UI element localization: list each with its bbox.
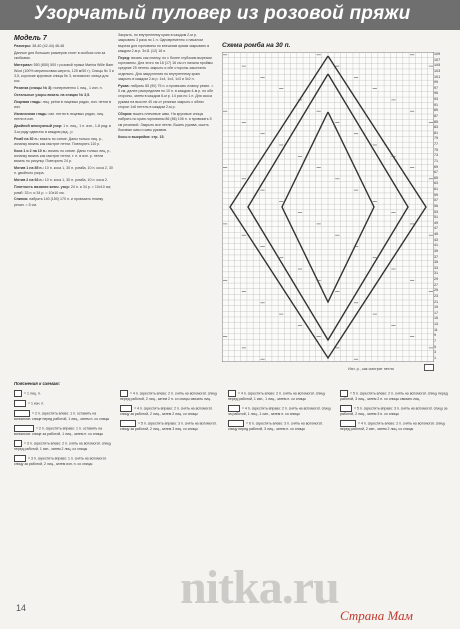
- col2-paragraph: Рукав: набрать 85 (90) 75 п. и провязать планку резин. = 5 см, далее распределив по 10 п. в каждом 4-м р. по обе стороны, затем в каждом 6-м р. 14 раз по 1 п. Для скоса рукава на высоте 40 см от резинки закрыть с обеих сторон 1x6 петель в каждом 2-м р.: [118, 83, 214, 110]
- page-number: 14: [16, 603, 27, 613]
- stitch-symbol-icon: [14, 425, 34, 432]
- chart-row-number: 81: [434, 130, 439, 135]
- model-paragraph: [14, 93, 114, 98]
- model-paragraph: Коса 1 и 2 на 10 п.: вязать по схеме. Даны только лиц. р., изнанку вязать как смотрят петли, т. е. в изн. р. петли вязать по рисунку. Повторить 24 р.: [14, 148, 112, 164]
- chart-row-number: 87: [434, 113, 439, 118]
- legend-item: = 4 п. скрестить влево: 2 п. снять на вспомогат. спицу перед работой, 2 лиц., затем 2 п. со спицы связать лиц.: [120, 391, 218, 401]
- model-heading: Мотив 2 на 66 п.:: [14, 178, 44, 183]
- stitch-symbol-icon: [228, 405, 240, 412]
- chart-row-number: 45: [434, 232, 439, 236]
- chart-row-number: 93: [434, 97, 439, 101]
- chart-row-number: 73: [434, 153, 439, 158]
- chart-row-number: 31: [434, 271, 439, 276]
- stitch-symbol-icon: [340, 420, 356, 427]
- chart-row-number: 103: [434, 68, 441, 73]
- chart-title: Схема ромба на 30 п.: [222, 42, 291, 49]
- page-title: Узорчатый пуловер из розовой пряжи: [34, 3, 411, 24]
- col2-heading: Сборка:: [118, 111, 133, 116]
- chart-row-number: 47: [434, 226, 439, 231]
- chart-row-number: 83: [434, 125, 439, 130]
- chart-row-number: 109: [434, 52, 441, 56]
- knitting-chart-grid: [222, 52, 434, 362]
- model-paragraph: Изнаночная гладь: изн. петли в лицевых рядах, лиц. петли в изн.: [14, 112, 104, 122]
- legend-item: = 5 п. скрестить вправо: 3 п. снять на вспомогат. спицу за работой, 2 лиц., затем 3 п. со спицы: [340, 406, 448, 416]
- stitch-symbol-icon: [120, 420, 136, 427]
- stitch-symbol-icon: [228, 390, 236, 397]
- chart-row-number: 99: [434, 80, 439, 85]
- chart-row-number: 51: [434, 215, 439, 220]
- legend-column-4: [340, 390, 450, 435]
- stitch-symbol-icon: [14, 410, 30, 417]
- model-paragraph: Лицевая гладь: лиц. petли в лицевых рядах, изн. петли в изн.: [14, 99, 111, 110]
- chart-row-number: 33: [434, 265, 439, 270]
- model-paragraph: Двойной жемчужный узор: 1 п. лиц., 1 п. изн., 1-й ряд: в 3-м ряду сдвигать в каждом ряд., р.: [14, 124, 111, 134]
- model-heading: Спинка:: [14, 197, 29, 202]
- chart-row-number: 91: [434, 102, 439, 107]
- col2-paragraph: Сборка: вшить плечевые швы. На круговые спицы набрать по краю горловины 86 (86) 106 п. и провязать 5 см резинкой. Закрыть все петли. Вшить рукава, сшить боковые швы и швы рукавов.: [118, 111, 212, 132]
- chart-row-number: 97: [434, 85, 439, 90]
- model-heading: Ромб на 30 п.:: [14, 136, 39, 141]
- model-paragraph: Резинка (спицы № 3): попеременно 1 лиц., 1 изн. п.: [14, 86, 103, 91]
- model-heading: Лицевая гладь:: [14, 99, 42, 104]
- chart-row-number: 75: [434, 147, 439, 152]
- model-heading: Мотив 1 на 85 п.:: [14, 166, 44, 171]
- legend-item: = 3 п. скрестить вправо: 1 п. снять на вспомогат. спицу за работой, 2 лиц., затем изн. п. со спицы: [14, 456, 107, 466]
- chart-row-number: 23: [434, 293, 439, 298]
- legend-item: = 6 п. скрестить влево: 3 п. снять на вспомогат. спицу перед работой, 3 лиц., затем п. со спицы: [228, 421, 323, 431]
- model-paragraph: Мотив 1 на 85 п.: 10 п. коса 1, 30 п. ромба, 10 п. коса 2, 30 п. двойного узора.: [14, 166, 113, 176]
- chart-row-number: 95: [434, 91, 439, 96]
- col2-paragraph: Перед: вязать как спинку, но с более глубоким вырезом горловины. Для этого на 18 (17) 16 см от начала проймы средние 25 петель закрыть и обе стороны закончить отдельно. Для закругления по внутреннему краю закрыть в каждом 2-м р. 1x4, 1x4, 1x3 и 3x2 п.: [118, 55, 213, 81]
- chart-row-number: 35: [434, 260, 439, 265]
- model-title: Модель 7: [14, 35, 47, 42]
- chart-row-number: 37: [434, 254, 439, 259]
- stitch-symbol-icon: [14, 440, 22, 447]
- chart-row-number: 105: [434, 63, 441, 68]
- chart-row-number: 11: [434, 327, 438, 332]
- model-heading: Материал:: [14, 63, 33, 68]
- col2-heading: Косы и выкройки: стр. 15.: [118, 134, 165, 139]
- stitch-symbol-icon: [120, 390, 128, 397]
- chart-row-number: 49: [434, 220, 439, 225]
- chart-row-number: 43: [434, 237, 439, 242]
- col2-heading: Рукав:: [118, 83, 130, 88]
- legend-item: = 3 п. скрестить влево: 2 п. снять на вспомогат. спицу перед работой, 1 изн., затем 2 лиц. со спицы: [14, 441, 112, 451]
- watermark: nitka.ru: [180, 561, 339, 614]
- chart-row-number: 53: [434, 209, 439, 214]
- legend-item: = 4 п. скрестить влево: 2 п. снять на вспомогат. спицу перед работой, 2 изн., затем 2 лиц. со спицы: [340, 421, 446, 431]
- chart-row-number: 55: [434, 203, 439, 208]
- model-heading: Коса 1 и 2 на 10 п.:: [14, 148, 48, 153]
- chart-row-number: 63: [434, 181, 439, 186]
- chart-row-number: 79: [434, 136, 439, 141]
- instructions-body-2: [118, 33, 214, 140]
- chart-row-number: 101: [434, 74, 441, 79]
- brand-logo: Страна Мам: [340, 608, 413, 623]
- col2-paragraph: Закрыть, по внутреннему краю в каждом 2-м р. закрывать 3 раза по 1 п. Одновременно с началом выреза для горловины по внешним краям закрывать в каждом 2-м р. 3x11 (12) 16 п.: [118, 33, 210, 53]
- stitch-symbol-icon: [14, 455, 26, 462]
- chart-row-number: 65: [434, 175, 439, 180]
- stitch-symbol-icon: [14, 390, 22, 397]
- col2-paragraph: [118, 135, 214, 140]
- model-paragraph: Плотность вязания жемч. узор: 24 п. и 34 р. = 10x10 см; ромб: 33 п. и 34 р. = 10x10 см.: [14, 185, 111, 195]
- chart-row-number: 19: [434, 305, 439, 310]
- chart-row-number: 69: [434, 164, 439, 169]
- chart-row-number: 41: [434, 243, 439, 248]
- chart-row-number: 1: [434, 355, 437, 360]
- stitch-symbol-icon: [340, 390, 348, 397]
- chart-row-number: 27: [434, 282, 439, 287]
- chart-caption: Изн. р., как смотрят петли: [348, 367, 394, 371]
- chart-row-number: 71: [434, 158, 439, 163]
- chart-row-number: 59: [434, 192, 439, 197]
- chart-row-number: 61: [434, 187, 439, 191]
- model-paragraph: Спинка: набрать 140 (150) 170 п. и провязать планку резин. = 5 см.: [14, 197, 104, 207]
- instructions-column-1: [14, 33, 114, 210]
- model-heading: Двойной жемчужный узор:: [14, 124, 63, 129]
- stitch-symbol-icon: [120, 405, 132, 412]
- chart-row-number: 15: [434, 316, 439, 321]
- chart-row-number: 3: [434, 350, 437, 355]
- chart-legend-symbol: [424, 364, 434, 371]
- chart-row-number: 85: [434, 119, 439, 124]
- header-band: [0, 0, 460, 30]
- chart-row-number: 67: [434, 170, 439, 175]
- stitch-symbol-icon: [340, 405, 352, 412]
- legend-item: = 5 п. скрестить вправо: 3 п. снять на вспомогат. спицу за работой, 2 лиц., затем 3 лиц. со спицы: [120, 421, 217, 431]
- chart-row-number: 13: [434, 322, 439, 326]
- instructions-column-2: [118, 33, 214, 142]
- chart-row-number: 7: [434, 338, 437, 343]
- model-paragraph: Данные для больших размеров стоят в скобках или за скобками.: [14, 51, 106, 61]
- legend-column-2: [120, 390, 220, 435]
- chart-row-number: 57: [434, 198, 439, 203]
- chart-row-number: 107: [434, 57, 441, 62]
- legend-item: = 2 п. скрестить влево: 1 п. оставить на вспомогат. спице перед работой, 1 лиц., затем п. со спицы: [14, 411, 110, 421]
- model-paragraph: Ромб на 30 п.: вязать по схеме. Даны только лиц. р., изнанку вязать как смотрят петли. Повторять 110 р.: [14, 136, 103, 146]
- chart-row-numbers: [434, 52, 456, 362]
- legend-item: = 2 п. скрестить вправо: 1 п. оставить на вспомогат. спице за работой, 1 лиц., затем п. со спицы: [14, 426, 104, 436]
- chart-row-number: 39: [434, 248, 439, 253]
- chart-row-number: 21: [434, 299, 439, 304]
- chart-row-number: 25: [434, 288, 439, 293]
- legend-item: = 4 п. скрестить вправо: 2 п. снять на вспомогат. спицу за работой, 1 лиц., 1 изн., затем п. со спицы: [228, 406, 331, 416]
- chart-row-number: 5: [434, 344, 437, 349]
- model-heading: Резинка (спицы № 3):: [14, 86, 53, 91]
- legend-column-3: [228, 390, 333, 435]
- legend-column-1: [14, 390, 114, 470]
- legend-item: = 1 лиц. п.: [14, 390, 114, 397]
- model-heading: Остальные узоры вязать на спицах № 3,5.: [14, 93, 91, 98]
- chart-row-number: 77: [434, 142, 439, 146]
- legend-item: = 4 п. скрестить влево: 2 п. снять на вспомогат. спицу перед работой, 1 изн., 1 лиц., затем п. со спицы: [228, 391, 326, 401]
- stitch-symbol-icon: [228, 420, 244, 427]
- model-paragraph: Мотив 2 на 66 п.: 10 п. коса 1, 30 п. ромба, 10 п. коса 2.: [14, 178, 108, 183]
- model-paragraph: Материал: 550 (650) 500 г розовой пряжи Marina Wille Baer Wool (100% мериносовая шерсть, 125 м/50 г). Спицы № 3 и 3,5, короткие круговые спицы № 3, вспомогат. спица для кос.: [14, 63, 114, 84]
- model-heading: Плотность вязания жемч. узор:: [14, 185, 70, 190]
- legend-item: = 1 изн. п.: [14, 400, 114, 407]
- col2-heading: Перед:: [118, 55, 131, 60]
- chart-row-number: 29: [434, 277, 439, 281]
- legend-item: = 4 п. скрестить вправо: 2 п. снять на вспомогат. спицу за работой, 2 лиц., затем 2 лиц. со спицы: [120, 406, 213, 416]
- chart-row-number: 17: [434, 310, 439, 315]
- legend-title: Пояснения к схемам:: [14, 381, 61, 386]
- model-heading: Изнаночная гладь:: [14, 112, 48, 117]
- stitch-symbol-icon: [14, 400, 26, 407]
- legend-item: = 5 п. скрестить влево: 2 п. снять на вспомогат. спицу перед работой, 3 лиц., затем 2 п. со спицы связать лиц.: [340, 391, 448, 401]
- model-paragraph: Размеры: 38-40 (42-44) 46-48: [14, 44, 65, 49]
- model-heading: Размеры:: [14, 44, 32, 49]
- chart-row-number: 89: [434, 108, 439, 113]
- chart-row-number: 9: [434, 333, 437, 338]
- instructions-body: [14, 44, 114, 208]
